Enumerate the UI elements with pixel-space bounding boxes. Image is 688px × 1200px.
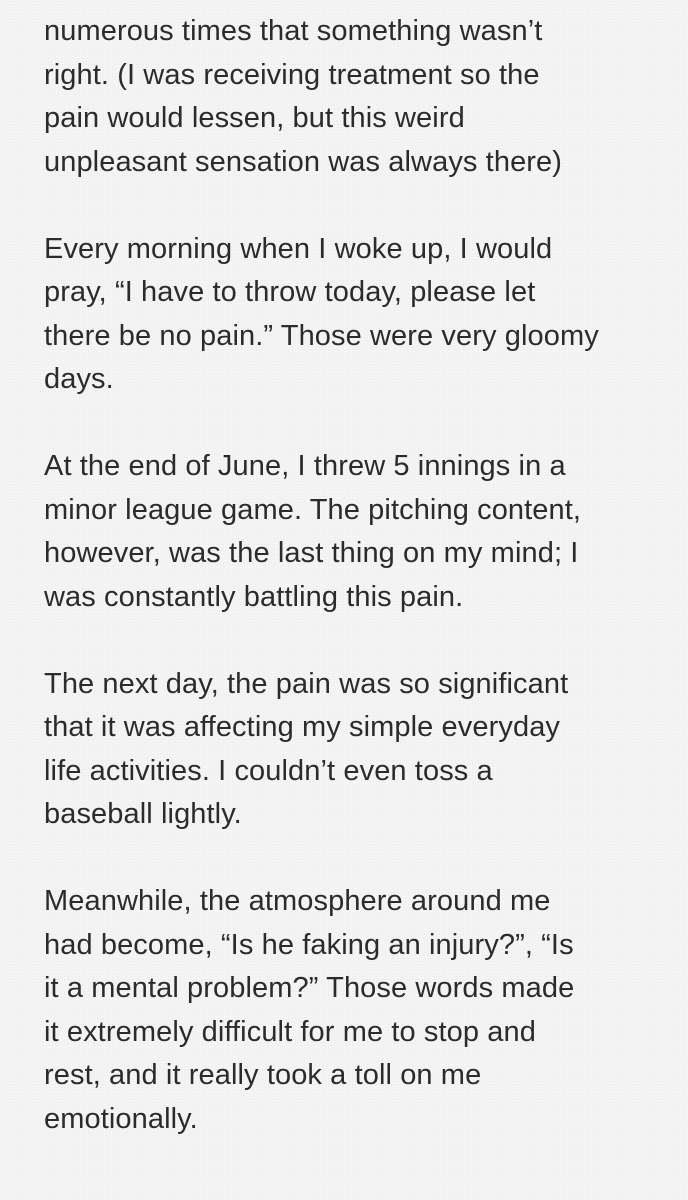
text-line: pain would lessen, but this weird [44,102,465,134]
text-line: right. (I was receiving treatment so the [44,58,540,91]
text-line: it extremely difficult for me to stop and [44,1015,536,1048]
text-line: had become, “Is he faking an injury?”, “Is [44,928,574,961]
text-line: life activities. I couldn’t even toss a [44,754,493,787]
text-line: baseball lightly. [44,798,242,830]
text-line: Meanwhile, the atmosphere around me [44,885,551,917]
paragraph [44,663,674,837]
text-line: however, was the last thing on my mind; I [44,537,579,569]
text-line: The next day, the pain was so significant [44,667,569,700]
paragraph [44,228,674,402]
note-body [44,10,674,1141]
text-line: Every morning when I woke up, I would [44,232,553,265]
text-line: minor league game. The pitching content, [44,493,582,526]
text-line: that it was affecting my simple everyday [44,711,561,743]
paragraph [44,445,674,619]
text-line: it a mental problem?” Those words made [44,972,575,1004]
text-line: numerous times that something wasn’t [44,15,543,47]
paragraph [44,10,674,184]
text-line: was constantly battling this pain. [44,580,464,613]
text-line: days. [44,363,114,395]
text-line: there be no pain.” Those were very gloomy [44,319,599,352]
text-line: emotionally. [44,1102,198,1135]
text-line: pray, “I have to throw today, please let [44,276,536,308]
text-line: unpleasant sensation was always there) [44,145,563,178]
text-line: At the end of June, I threw 5 innings in a [44,450,566,482]
paragraph [44,880,674,1141]
text-line: rest, and it really took a toll on me [44,1059,482,1091]
